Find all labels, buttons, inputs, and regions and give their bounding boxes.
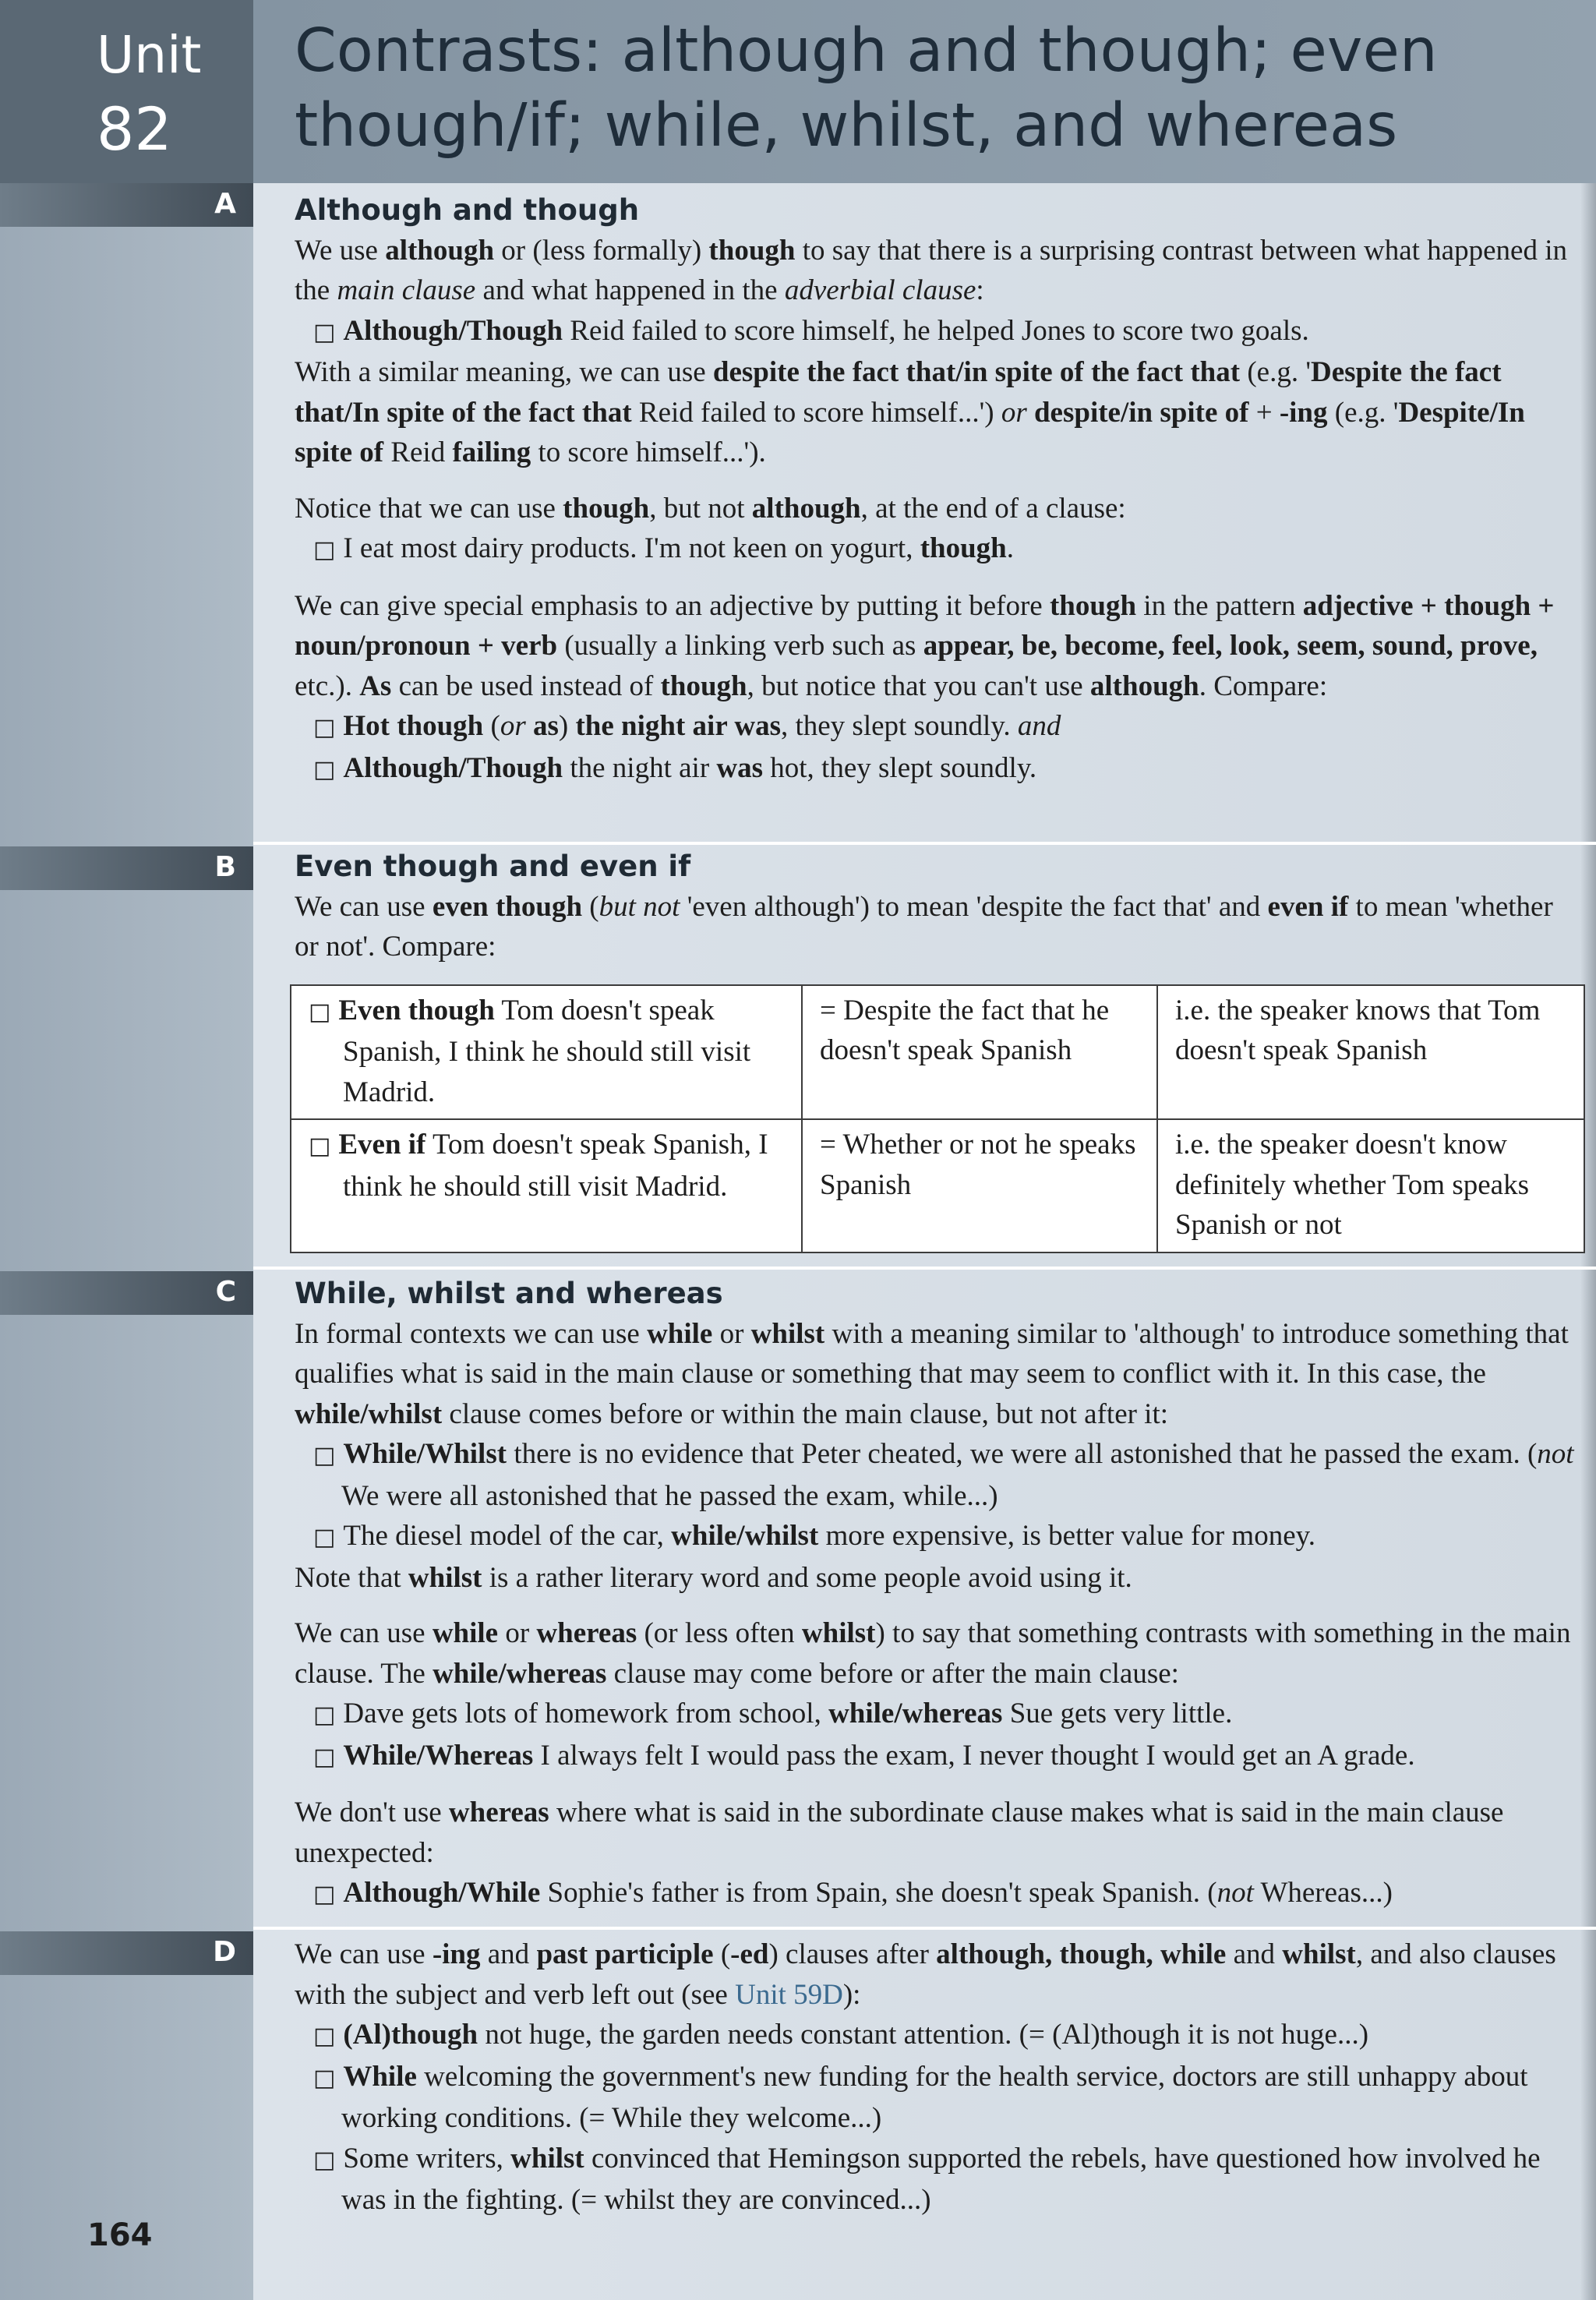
section-letter-b: B xyxy=(214,851,236,883)
checkbox-bullet-icon: □ xyxy=(309,1132,331,1160)
page-number: 164 xyxy=(87,2217,153,2253)
checkbox-bullet-icon: □ xyxy=(313,1881,336,1908)
page-title: Contrasts: although and though; even though/if; while, whilst, and whereas xyxy=(295,16,1438,161)
example: □ While welcoming the government's new funding for the health service, doctors are still unhappy about working conditions. (= While they welcome...) xyxy=(313,2060,1528,2134)
table-cell: □ Even if Tom doesn't speak Spanish, I think he should still visit Madrid. xyxy=(291,1119,802,1252)
table-row xyxy=(291,985,1584,1120)
checkbox-bullet-icon: □ xyxy=(309,998,331,1026)
paragraph: In formal contexts we can use while or whilst with a meaning similar to 'although' to introduce something that qualifies what is said in the main clause or something that may seem to conflict with it. In this case, the while/whilst clause comes before or within the main clause, but not after it: xyxy=(295,1317,1569,1430)
example: □ I eat most dairy products. I'm not keen on yogurt, though. xyxy=(313,532,1015,564)
checkbox-bullet-icon: □ xyxy=(313,536,336,564)
section-heading-b: Even though and even if xyxy=(295,850,691,883)
paragraph: We use although or (less formally) though to say that there is a surprising contrast between what happened in the main clause and what happened in the adverbial clause: xyxy=(295,234,1567,306)
paragraph: We can use even though (but not 'even although') to mean 'despite the fact that' and even if to mean 'whether or not'. Compare: xyxy=(295,890,1553,963)
checkbox-bullet-icon: □ xyxy=(313,1442,336,1469)
section-heading-c: While, whilst and whereas xyxy=(295,1277,723,1310)
section-heading-a: Although and though xyxy=(295,193,640,227)
example: □ Although/Though Reid failed to score himself, he helped Jones to score two goals. xyxy=(313,314,1309,347)
unit-cross-reference-link[interactable]: Unit 59D xyxy=(735,1978,843,2011)
checkbox-bullet-icon: □ xyxy=(313,1743,336,1771)
checkbox-bullet-icon: □ xyxy=(313,755,336,783)
paragraph: Note that whilst is a rather literary word and some people avoid using it. xyxy=(295,1561,1132,1594)
section-letter-d: D xyxy=(213,1936,236,1968)
table-cell: = Despite the fact that he doesn't speak Spanish xyxy=(802,985,1157,1120)
checkbox-bullet-icon: □ xyxy=(313,2146,336,2174)
table-cell: □ Even though Tom doesn't speak Spanish, I think he should still visit Madrid. xyxy=(291,985,802,1120)
paragraph: We don't use whereas where what is said in the subordinate clause makes what is said in the main clause unexpected: xyxy=(295,1797,1504,1869)
table-cell: = Whether or not he speaks Spanish xyxy=(802,1119,1157,1252)
checkbox-bullet-icon: □ xyxy=(313,318,336,346)
checkbox-bullet-icon: □ xyxy=(313,714,336,741)
paragraph: We can give special emphasis to an adjective by putting it before though in the pattern adjective + though + noun/pronoun + verb (usually a linking verb such as appear, be, become, feel, look, seem, sound, prove, etc.). As can be used instead of though, but notice that you can't use although. Compare: xyxy=(295,589,1555,702)
example: □ The diesel model of the car, while/whilst more expensive, is better value for money. xyxy=(313,1520,1315,1552)
checkbox-bullet-icon: □ xyxy=(313,1701,336,1729)
table-cell: i.e. the speaker doesn't know definitely whether Tom speaks Spanish or not xyxy=(1157,1119,1584,1252)
example: □ Although/Though the night air was hot, they slept soundly. xyxy=(313,751,1037,784)
example: □ Although/While Sophie's father is from Spain, she doesn't speak Spanish. (not Whereas...) xyxy=(313,1877,1393,1909)
section-letter-a: A xyxy=(214,188,236,220)
unit-label: Unit xyxy=(97,25,202,85)
section-d xyxy=(295,1934,1579,2221)
paragraph: Notice that we can use though, but not although, at the end of a clause: xyxy=(295,492,1126,525)
table-cell: i.e. the speaker knows that Tom doesn't speak Spanish xyxy=(1157,985,1584,1120)
section-divider xyxy=(253,1927,1596,1930)
checkbox-bullet-icon: □ xyxy=(313,1524,336,1551)
section-tab-c xyxy=(0,1271,253,1315)
paragraph: With a similar meaning, we can use despite the fact that/in spite of the fact that (e.g. 'Despite the fact that/In spite of the fact that Reid failed to score himself...') or despite/in spite of + -ing (e.g. 'Despite/In spite of Reid failing to score himself...'). xyxy=(295,356,1525,468)
section-tab-a xyxy=(0,183,253,227)
section-a xyxy=(295,190,1579,790)
table-row xyxy=(291,1119,1584,1252)
unit-number: 82 xyxy=(97,94,172,164)
section-c xyxy=(295,1274,1579,1915)
paragraph: We can use -ing and past participle (-ed) clauses after although, though, while and whilst, and also clauses with the subject and verb left out (see Unit 59D): xyxy=(295,1938,1556,2011)
example: □ Hot though (or as) the night air was, they slept soundly. and xyxy=(313,710,1061,742)
section-tab-d xyxy=(0,1931,253,1975)
example: □ (Al)though not huge, the garden needs constant attention. (= (Al)though it is not huge...) xyxy=(313,2019,1369,2051)
unit-badge xyxy=(0,0,253,183)
paragraph: We can use while or whereas (or less often whilst) to say that something contrasts with something in the main clause. The while/whereas clause may come before or after the main clause: xyxy=(295,1617,1571,1690)
section-b xyxy=(295,846,1579,1253)
checkbox-bullet-icon: □ xyxy=(313,2064,336,2092)
example: □ While/Whereas I always felt I would pass the exam, I never thought I would get an A grade. xyxy=(313,1739,1415,1772)
checkbox-bullet-icon: □ xyxy=(313,2023,336,2050)
comparison-table xyxy=(290,984,1585,1253)
example: □ Dave gets lots of homework from school, while/whereas Sue gets very little. xyxy=(313,1698,1233,1729)
section-divider xyxy=(253,1267,1596,1270)
example: □ Some writers, whilst convinced that Hemingson supported the rebels, have questioned how involved he was in the fighting. (= whilst they are convinced...) xyxy=(313,2142,1541,2216)
section-letter-c: C xyxy=(215,1276,236,1308)
section-divider xyxy=(253,842,1596,845)
section-tab-b xyxy=(0,846,253,890)
example: □ While/Whilst there is no evidence that Peter cheated, we were all astonished that he passed the exam. (not We were all astonished that he passed the exam, while...) xyxy=(313,1438,1574,1512)
